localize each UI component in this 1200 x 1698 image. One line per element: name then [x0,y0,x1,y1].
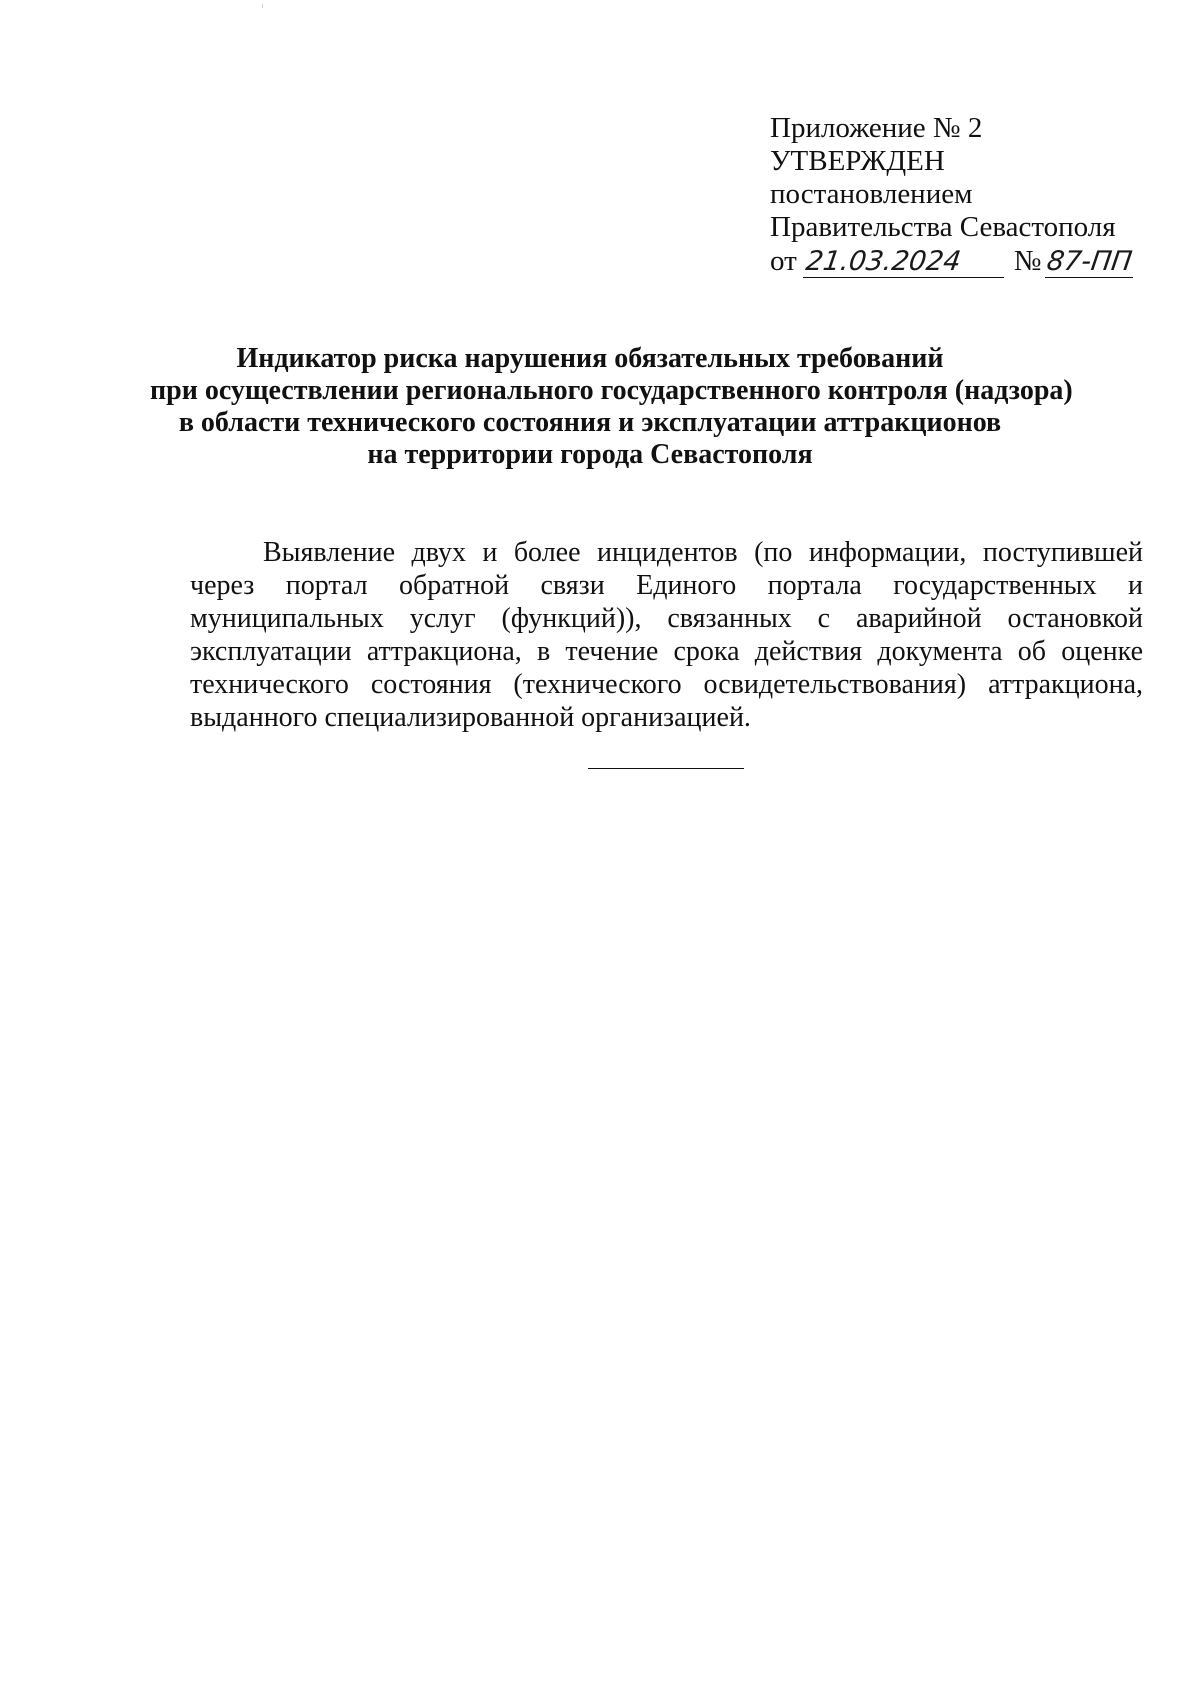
number-label: № [1013,245,1042,277]
document-title [150,343,1073,471]
approved-label: УТВЕРЖДЕН [770,145,945,177]
number-field [1045,246,1133,278]
resolution-date-line [770,245,1170,278]
title-line: при осуществлении регионального государственного контроля (надзора) [150,375,1073,406]
scan-artifact [262,4,263,8]
date-from-label: от [770,245,797,277]
resolution-label: постановлением [770,178,973,210]
handwritten-date: 21.03.2024 [803,246,963,277]
title-line: на территории города Севастополя [367,439,813,470]
approval-stamp [770,112,1170,278]
date-field [803,246,1004,278]
handwritten-number: 87-ПП [1045,246,1135,277]
title-line: в области технического состояния и эксплуатации аттракционов [178,407,1002,438]
appendix-number: Приложение № 2 [770,112,983,144]
title-line: Индикатор риска нарушения обязательных требований [236,343,944,374]
end-divider [588,768,744,769]
indicator-paragraph: Выявление двух и более инцидентов (по информации, поступившей через портал обратной связи Единого портала государственных и муниципальных услуг (функций)), связанных с аварийной остановкой эксплуатации аттракциона, в течение срока действия документа об оценке технического состояния (технического освидетельствования) аттракциона, выданного специализированной организацией. [190,537,1143,733]
authority-name: Правительства Севастополя [770,211,1116,243]
